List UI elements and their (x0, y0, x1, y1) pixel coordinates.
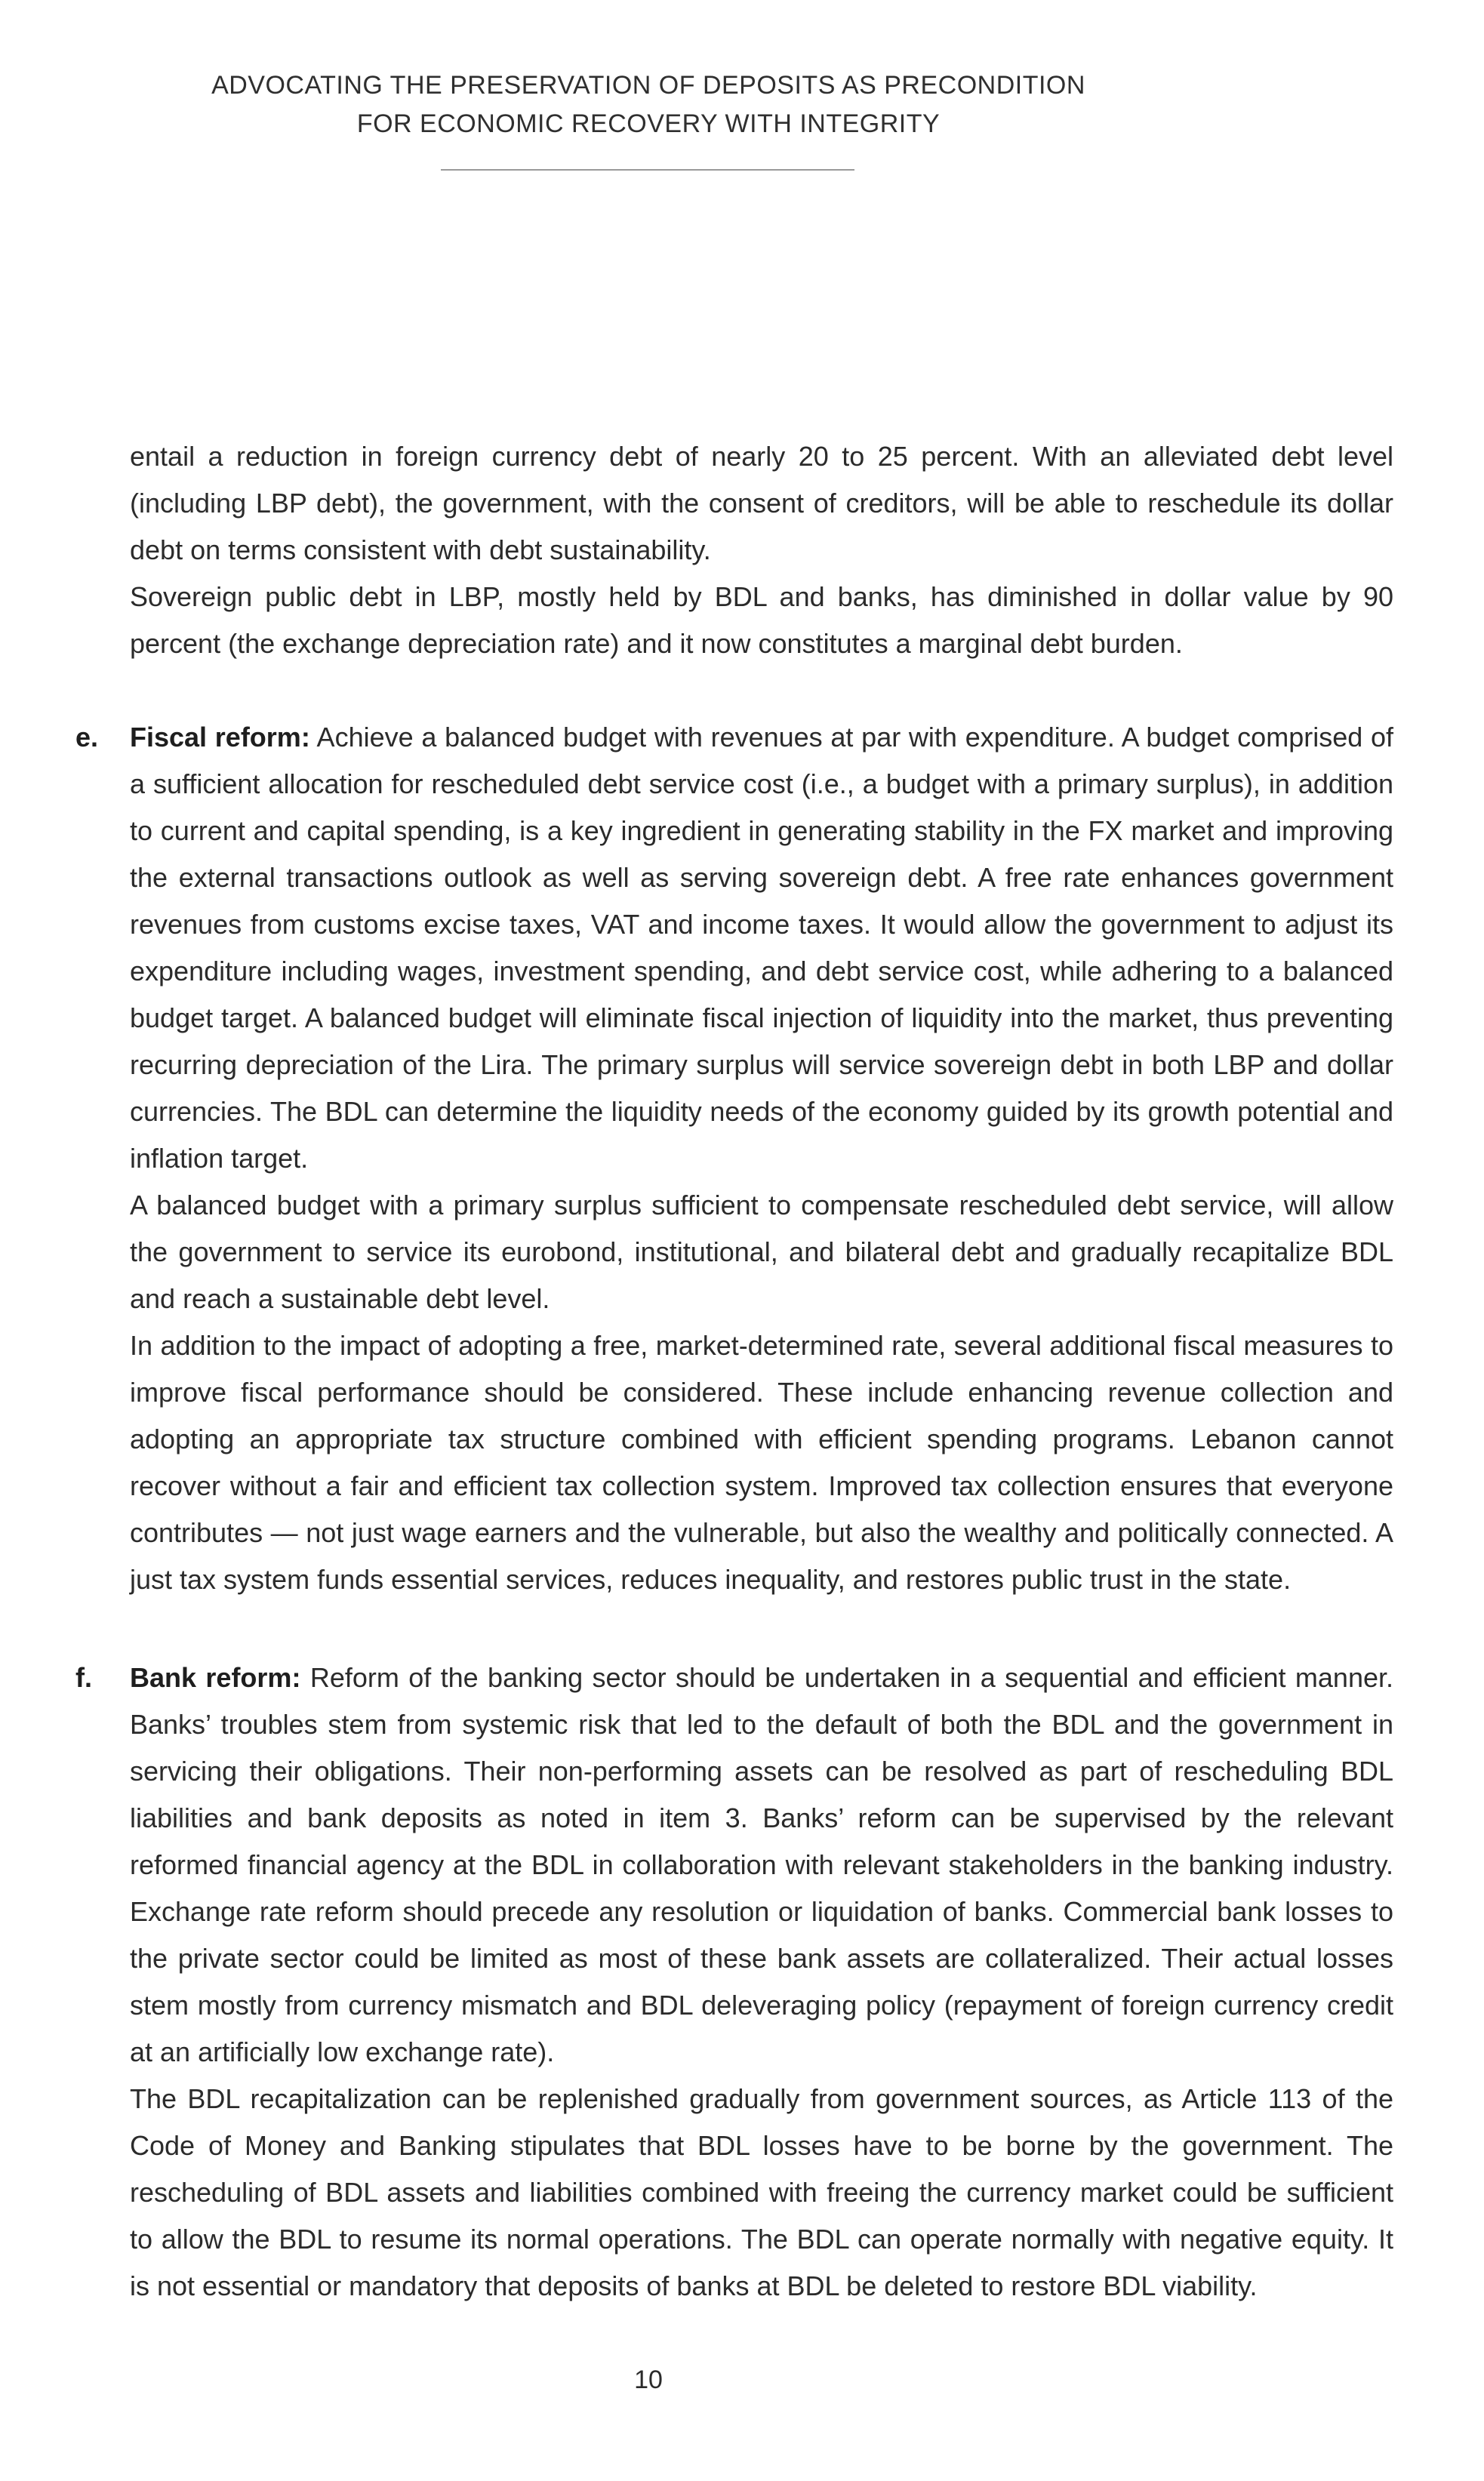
running-header (0, 66, 1297, 143)
list-item-bank-reform (75, 1655, 1393, 2310)
page-number: 10 (634, 2366, 663, 2394)
list-item-content (130, 714, 1393, 1603)
paragraph: Sovereign public debt in LBP, mostly held by BDL and banks, has diminished in dollar value by 90 percent (the exchange depreciation rate) and it now constitutes a marginal debt burden. (130, 581, 1393, 659)
running-header-line-1: ADVOCATING THE PRESERVATION OF DEPOSITS AS PRECONDITION (211, 71, 1085, 100)
paragraph (130, 714, 1393, 1182)
list-marker: f. (75, 1662, 92, 1693)
paragraph: A balanced budget with a primary surplus sufficient to compensate rescheduled debt service, will allow the government to service its eurobond, institutional, and bilateral debt and gradually recapitalize BDL and reach a sustainable debt level. (130, 1190, 1393, 1314)
item-heading: Bank reform: (130, 1662, 301, 1693)
item-text: Achieve a balanced budget with revenues at par with expenditure. A budget comprised of a sufficient allocation for rescheduled debt service cost (i.e., a budget with a primary surplus), in addition to current and capital spending, is a key ingredient in generating stability in the FX market and improving the external transactions outlook as well as serving sovereign debt. A free rate enhances government revenues from customs excise taxes, VAT and income taxes. It would allow the government to adjust its expenditure including wages, investment spending, and debt service cost, while adhering to a balanced budget target. A balanced budget will eliminate fiscal injection of liquidity into the market, thus preventing recurring depreciation of the Lira. The primary surplus will service sovereign debt in both LBP and dollar currencies. The BDL can determine the liquidity needs of the economy guided by its growth potential and inflation target. (130, 722, 1394, 1174)
paragraph (130, 1655, 1393, 2076)
list-item-fiscal-reform (75, 714, 1393, 1603)
list-marker: e. (75, 722, 99, 753)
header-divider (441, 169, 854, 171)
item-heading: Fiscal reform: (130, 722, 310, 753)
list-item-content (130, 1655, 1393, 2310)
paragraph: In addition to the impact of adopting a free, market-determined rate, several additional fiscal measures to improve fiscal performance should be considered. These include enhancing revenue collection and adopting an appropriate tax structure combined with efficient spending programs. Lebanon cannot recover without a fair and efficient tax collection system. Improved tax collection ensures that everyone contributes — not just wage earners and the vulnerable, but also the wealthy and politically connected. A just tax system funds essential services, reduces inequality, and restores public trust in the state. (130, 1330, 1393, 1595)
paragraph: The BDL recapitalization can be replenished gradually from government sources, as Article 113 of the Code of Money and Banking stipulates that BDL losses have to be borne by the government. The rescheduling of BDL assets and liabilities combined with freeing the currency market could be sufficient to allow the BDL to resume its normal operations. The BDL can operate normally with negative equity. It is not essential or mandatory that deposits of banks at BDL be deleted to restore BDL viability. (130, 2083, 1393, 2301)
continued-text (130, 433, 1393, 667)
item-text: Reform of the banking sector should be undertaken in a sequential and efficient manner. Banks’ troubles stem from systemic risk that led to the default of both the BDL and the government in servicing their obligations. Their non-performing assets can be resolved as part of rescheduling BDL liabilities and bank deposits as noted in item 3. Banks’ reform can be supervised by the relevant reformed financial agency at the BDL in collaboration with relevant stakeholders in the banking industry. Exchange rate reform should precede any resolution or liquidation of banks. Commercial bank losses to the private sector could be limited as most of these bank assets are collateralized. Their actual losses stem mostly from currency mismatch and BDL deleveraging policy (repayment of foreign currency credit at an artificially low exchange rate). (130, 1662, 1393, 2067)
running-header-line-2: FOR ECONOMIC RECOVERY WITH INTEGRITY (356, 109, 941, 138)
paragraph: entail a reduction in foreign currency debt of nearly 20 to 25 percent. With an alleviated debt level (including LBP debt), the government, with the consent of creditors, will be able to reschedule its dollar debt on terms consistent with debt sustainability. (130, 441, 1393, 565)
